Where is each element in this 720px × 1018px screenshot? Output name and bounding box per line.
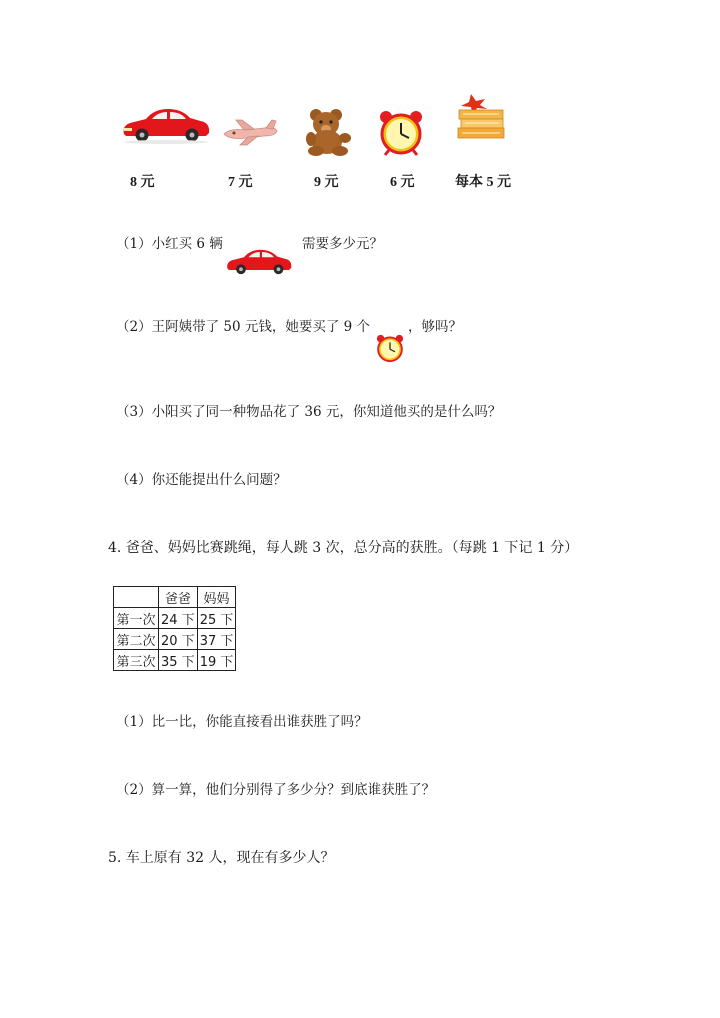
q3-sub1-text-a: （1）小红买 6 辆 bbox=[116, 236, 223, 252]
table-cell: 第三次 bbox=[114, 650, 159, 671]
books-price: 每本 5 元 bbox=[455, 175, 511, 190]
plane-image bbox=[220, 116, 280, 148]
car-price: 8 元 bbox=[130, 175, 155, 190]
q3-sub3-text: （3）小阳买了同一种物品花了 36 元，你知道他买的是什么吗？ bbox=[116, 404, 502, 420]
teddy-bear-image bbox=[302, 108, 354, 156]
table-cell: 37 下 bbox=[197, 629, 236, 650]
q5-title: 5. 车上原有 32 人，现在有多少人？ bbox=[108, 850, 335, 866]
table-cell: 第二次 bbox=[114, 629, 159, 650]
alarm-clock-icon bbox=[374, 333, 406, 363]
table-row bbox=[114, 587, 236, 608]
alarm-clock-image bbox=[376, 108, 426, 156]
table-header-cell: 爸爸 bbox=[159, 587, 198, 608]
car-icon bbox=[220, 246, 298, 276]
table-header-cell: 妈妈 bbox=[197, 587, 236, 608]
table-row bbox=[114, 650, 236, 671]
q4-title: 4. 爸爸、妈妈比赛跳绳，每人跳 3 次，总分高的获胜。（每跳 1 下记 1 分） bbox=[108, 540, 579, 556]
q4-sub2-text: （2）算一算，他们分别得了多少分？到底谁获胜了？ bbox=[116, 782, 436, 798]
table-header-cell bbox=[114, 587, 159, 608]
q4-sub1-text: （1）比一比，你能直接看出谁获胜了吗？ bbox=[116, 714, 368, 730]
table-cell: 35 下 bbox=[159, 650, 198, 671]
table-row bbox=[114, 629, 236, 650]
table-cell: 25 下 bbox=[197, 608, 236, 629]
books-image bbox=[455, 92, 507, 144]
table-cell: 第一次 bbox=[114, 608, 159, 629]
q3-sub1-text-b: 需要多少元？ bbox=[302, 236, 383, 252]
table-cell: 24 下 bbox=[159, 608, 198, 629]
table-cell: 19 下 bbox=[197, 650, 236, 671]
q3-sub2-text-b: ，够吗？ bbox=[408, 319, 462, 335]
score-table bbox=[113, 586, 236, 671]
q3-sub4-text: （4）你还能提出什么问题？ bbox=[116, 472, 287, 488]
clock-price: 6 元 bbox=[390, 175, 415, 190]
plane-price: 7 元 bbox=[228, 175, 253, 190]
table-cell: 20 下 bbox=[159, 629, 198, 650]
q3-sub2-text-a: （2）王阿姨带了 50 元钱，她要买了 9 个 bbox=[116, 319, 371, 335]
table-row bbox=[114, 608, 236, 629]
car-image bbox=[120, 104, 212, 144]
bear-price: 9 元 bbox=[314, 175, 339, 190]
